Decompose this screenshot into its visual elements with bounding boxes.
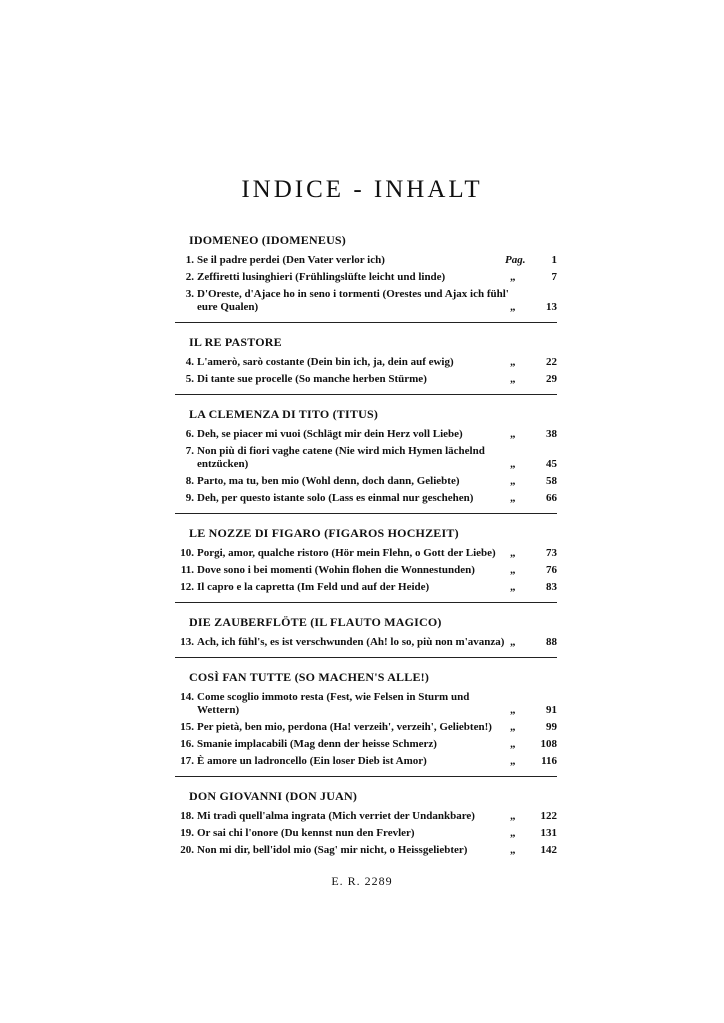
ditto-mark: „ <box>510 492 516 504</box>
entry-number: 19. <box>180 827 194 839</box>
page-number: 66 <box>546 492 557 504</box>
ditto-mark: „ <box>510 755 516 767</box>
section-don-giovanni <box>175 788 557 865</box>
entry-number: 13. <box>180 636 194 648</box>
page-number: 38 <box>546 428 557 440</box>
entry-title: L'amerò, sarò costante (Dein bin ich, ja, dein auf ewig) <box>197 356 454 368</box>
toc-entry <box>175 271 557 284</box>
toc-entry <box>175 721 557 734</box>
entry-title: Smanie implacabili (Mag denn der heisse Schmerz) <box>197 738 437 750</box>
section-title: LA CLEMENZA DI TITO (TITUS) <box>189 407 379 421</box>
entry-title: Il capro e la capretta (Im Feld und auf der Heide) <box>197 581 430 593</box>
entry-title: Di tante sue procelle (So manche herben Stürme) <box>197 373 427 385</box>
ditto-mark: „ <box>510 810 516 822</box>
toc-entry <box>175 691 557 717</box>
entry-title: Come scoglio immoto resta (Fest, wie Felsen in Sturm und Wettern) <box>197 691 470 716</box>
toc-entry <box>175 581 557 594</box>
page-number: 131 <box>540 827 557 839</box>
ditto-mark: „ <box>510 475 516 487</box>
entry-title: Ach, ich fühl's, es ist verschwunden (Ah! lo so, più non m'avanza) <box>197 636 505 648</box>
entry-title: Or sai chi l'onore (Du kennst nun den Frevler) <box>197 827 415 839</box>
section-idomeneo <box>175 232 557 323</box>
page-number: 116 <box>541 755 557 767</box>
entry-title: Se il padre perdei (Den Vater verlor ich) <box>197 254 385 266</box>
entry-number: 3. <box>185 288 194 300</box>
toc-entry <box>175 373 557 386</box>
toc-entry <box>175 844 557 857</box>
page-number: 29 <box>546 373 557 385</box>
entry-title: Deh, se piacer mi vuoi (Schlägt mir dein Herz voll Liebe) <box>197 428 463 440</box>
section-title: DIE ZAUBERFLÖTE (IL FLAUTO MAGICO) <box>189 615 442 629</box>
entry-number: 7. <box>185 445 194 457</box>
entry-number: 9. <box>185 492 194 504</box>
ditto-mark: „ <box>510 458 516 470</box>
toc-entry <box>175 492 557 505</box>
ditto-mark: „ <box>510 564 516 576</box>
entry-number: 6. <box>185 428 194 440</box>
entry-title: Per pietà, ben mio, perdona (Ha! verzeih', verzeih', Geliebten!) <box>197 721 492 733</box>
entry-number: 15. <box>180 721 194 733</box>
entry-number: 11. <box>180 564 194 576</box>
page-number: 22 <box>546 356 557 368</box>
entry-number: 16. <box>180 738 194 750</box>
entry-title: È amore un ladroncello (Ein loser Dieb ist Amor) <box>197 755 427 767</box>
section-title: IDOMENEO (IDOMENEUS) <box>189 233 347 247</box>
ditto-mark: „ <box>510 581 516 593</box>
toc-entry <box>175 738 557 751</box>
entry-title: Mi tradì quell'alma ingrata (Mich verriet der Undankbare) <box>197 810 475 822</box>
toc-entry <box>175 810 557 823</box>
section-title: LE NOZZE DI FIGARO (FIGAROS HOCHZEIT) <box>189 526 459 540</box>
page-number: 88 <box>546 636 557 648</box>
entry-title: Deh, per questo istante solo (Lass es einmal nur geschehen) <box>197 492 474 504</box>
ditto-mark: „ <box>510 738 516 750</box>
page-number: 83 <box>546 581 557 593</box>
toc-entry <box>175 827 557 840</box>
entry-title: Non più di fiori vaghe catene (Nie wird mich Hymen lächelnd entzücken) <box>197 445 485 470</box>
toc-entry <box>175 428 557 441</box>
ditto-mark: „ <box>510 704 516 716</box>
toc-entry <box>175 547 557 560</box>
section-la-clemenza-di-tito <box>175 406 557 514</box>
ditto-mark: „ <box>510 428 516 440</box>
page-number: 45 <box>546 458 557 470</box>
ditto-mark: „ <box>510 721 516 733</box>
entry-title: Zeffiretti lusinghieri (Frühlingslüfte leicht und linde) <box>197 271 446 283</box>
page-number: 142 <box>540 844 557 856</box>
page-number: 73 <box>546 547 557 559</box>
entry-title: Dove sono i bei momenti (Wohin flohen die Wonnestunden) <box>197 564 475 576</box>
toc-entry <box>175 755 557 768</box>
toc-entry <box>175 564 557 577</box>
section-le-nozze-di-figaro <box>175 525 557 603</box>
entry-number: 17. <box>180 755 194 767</box>
section-title: COSÌ FAN TUTTE (SO MACHEN'S ALLE!) <box>189 670 430 684</box>
page-number: 7 <box>551 271 557 283</box>
entry-title: Non mi dir, bell'idol mio (Sag' mir nicht, o Heissgeliebter) <box>197 844 468 856</box>
section-il-re-pastore <box>175 334 557 395</box>
page-number: 58 <box>546 475 557 487</box>
page-label: Pag. <box>505 254 526 266</box>
entry-number: 14. <box>180 691 194 703</box>
ditto-mark: „ <box>510 827 516 839</box>
entry-number: 8. <box>185 475 194 487</box>
section-title: IL RE PASTORE <box>189 335 282 349</box>
entry-number: 20. <box>180 844 194 856</box>
toc-entry <box>175 356 557 369</box>
entry-title: Parto, ma tu, ben mio (Wohl denn, doch dann, Geliebte) <box>197 475 460 487</box>
page-number: 122 <box>540 810 557 822</box>
toc-entry <box>175 288 557 314</box>
page-number: 99 <box>546 721 557 733</box>
entry-number: 18. <box>180 810 194 822</box>
page-title: INDICE - INHALT <box>241 176 483 203</box>
entry-number: 1. <box>185 254 194 266</box>
section-cosi-fan-tutte <box>175 669 557 777</box>
ditto-mark: „ <box>510 271 516 283</box>
toc-entry <box>175 445 557 471</box>
ditto-mark: „ <box>510 844 516 856</box>
table-of-contents <box>175 232 557 876</box>
page-number: 13 <box>546 301 557 313</box>
ditto-mark: „ <box>510 301 516 313</box>
entry-title: D'Oreste, d'Ajace ho in seno i tormenti (Orestes und Ajax ich fühl' eure Qualen) <box>197 288 509 313</box>
entry-number: 10. <box>180 547 194 559</box>
toc-entry <box>175 636 557 649</box>
page-number: 76 <box>546 564 557 576</box>
ditto-mark: „ <box>510 373 516 385</box>
entry-number: 5. <box>185 373 194 385</box>
entry-number: 12. <box>180 581 194 593</box>
ditto-mark: „ <box>510 356 516 368</box>
ditto-mark: „ <box>510 636 516 648</box>
toc-entry <box>175 475 557 488</box>
edition-code: E. R. 2289 <box>331 874 393 888</box>
page-number: 91 <box>546 704 557 716</box>
entry-number: 4. <box>185 356 194 368</box>
section-die-zauberfloete <box>175 614 557 658</box>
toc-entry <box>175 254 557 267</box>
section-title: DON GIOVANNI (DON JUAN) <box>189 789 358 803</box>
page-number: 108 <box>540 738 557 750</box>
entry-number: 2. <box>185 271 194 283</box>
page-number: 1 <box>551 254 557 266</box>
ditto-mark: „ <box>510 547 516 559</box>
entry-title: Porgi, amor, qualche ristoro (Hör mein Flehn, o Gott der Liebe) <box>197 547 496 559</box>
